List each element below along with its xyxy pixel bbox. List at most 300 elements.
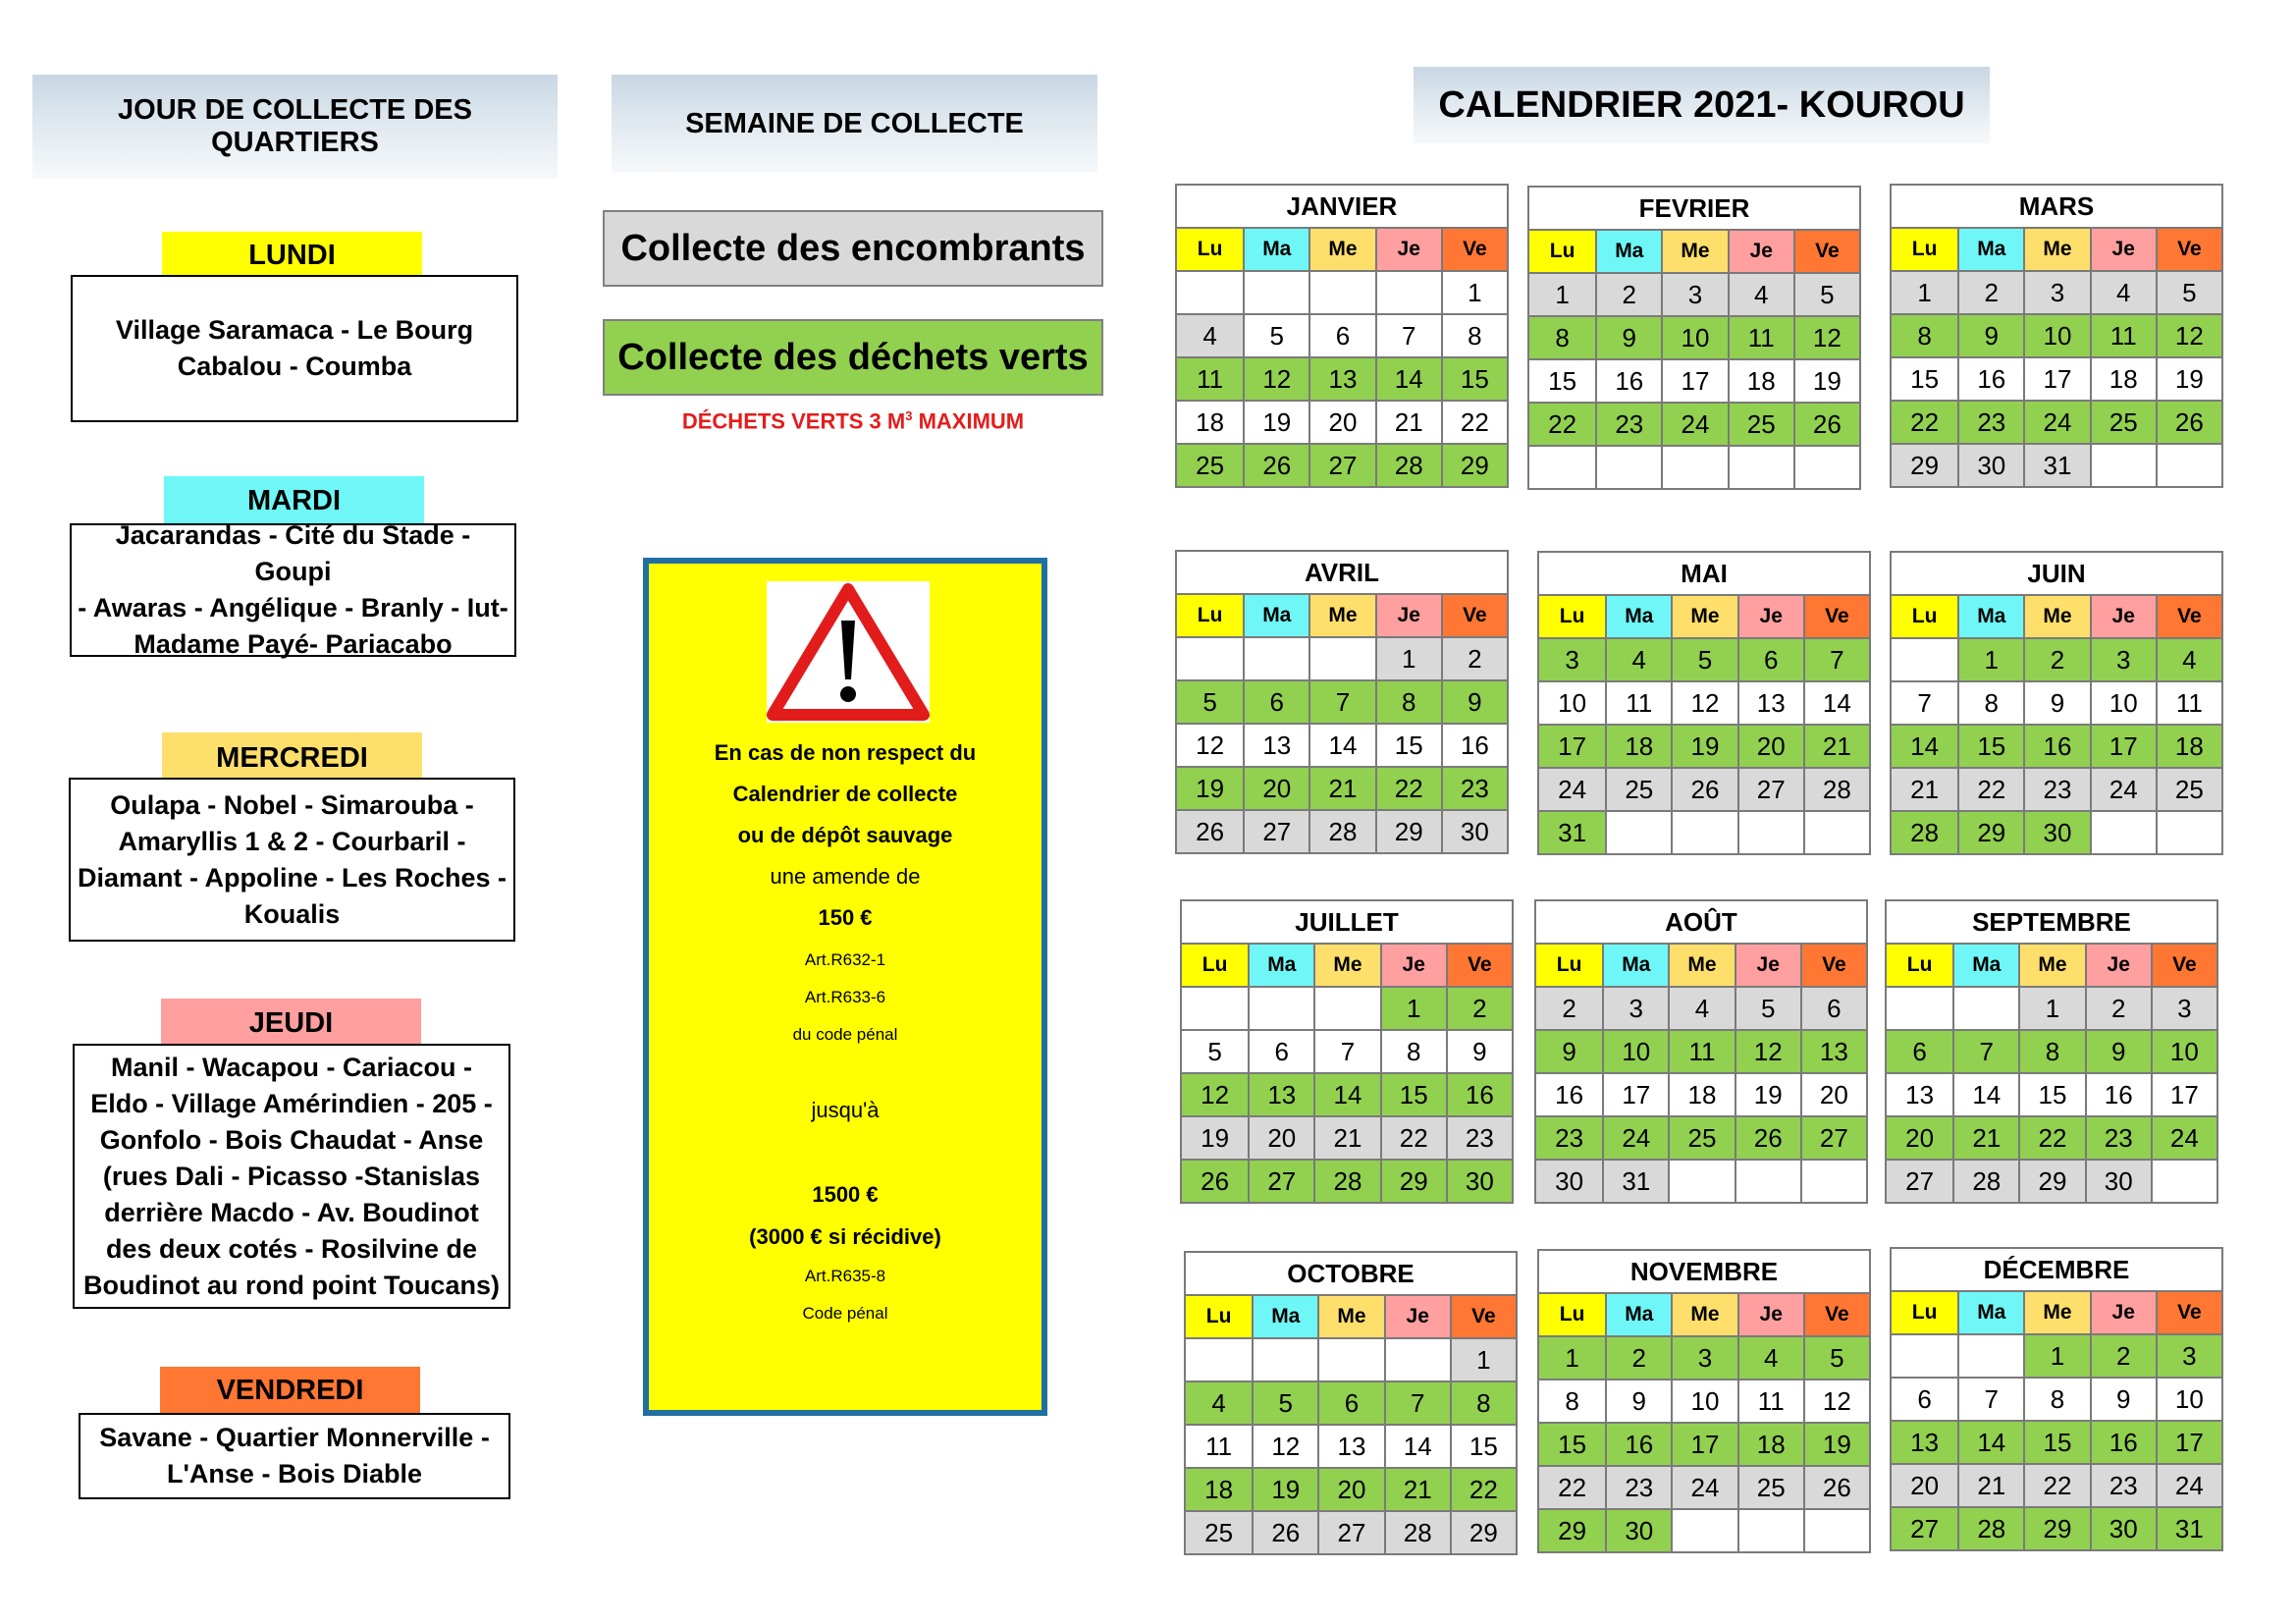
empty-day-cell (1177, 636, 1243, 679)
weekday-header: Je (1384, 1294, 1450, 1337)
day-cell: 20 (1243, 766, 1308, 809)
day-cell: 7 (1892, 680, 1957, 724)
day-label-vendredi (160, 1367, 420, 1414)
day-cell: 21 (1892, 767, 1957, 810)
day-cell: 14 (1892, 724, 1957, 767)
weekday-header: Lu (1536, 943, 1602, 986)
empty-day-cell (1793, 445, 1859, 488)
day-cell: 6 (1800, 986, 1866, 1029)
day-cell: 29 (1539, 1508, 1605, 1551)
day-cell: 30 (2085, 1159, 2151, 1202)
empty-day-cell (1892, 1333, 1957, 1377)
weekday-header: Lu (1186, 1294, 1252, 1337)
warning-triangle-icon (767, 581, 930, 723)
warning-recidive: (3000 € si récidive) (749, 1224, 941, 1249)
day-cell: 10 (2156, 1377, 2221, 1420)
day-cell: 2 (2090, 1333, 2156, 1377)
month-title: OCTOBRE (1287, 1258, 1415, 1288)
weekday-header: Me (1661, 229, 1727, 272)
month-grid (1536, 943, 1866, 1202)
day-cell: 24 (1661, 402, 1727, 445)
empty-day-cell (1803, 1508, 1869, 1551)
day-cell: 18 (1737, 1422, 1803, 1465)
day-cell: 4 (1605, 637, 1671, 680)
day-cell: 1 (1529, 272, 1595, 315)
day-cell: 1 (1892, 270, 1957, 313)
empty-day-cell (1252, 1337, 1317, 1380)
day-cell: 18 (2090, 356, 2156, 400)
weekday-header: Je (2090, 1290, 2156, 1333)
day-cell: 2 (1595, 272, 1661, 315)
day-cell: 3 (2156, 1333, 2221, 1377)
day-cell: 18 (1186, 1467, 1252, 1510)
day-cell: 24 (2151, 1115, 2216, 1159)
day-cell: 7 (1308, 679, 1374, 723)
weekday-header: Lu (1539, 594, 1605, 637)
day-cell: 17 (1539, 724, 1605, 767)
weekday-header: Je (2090, 227, 2156, 270)
day-cell: 11 (1186, 1424, 1252, 1467)
day-label-text: VENDREDI (216, 1374, 364, 1406)
day-cell: 4 (1737, 1335, 1803, 1379)
empty-day-cell (1803, 810, 1869, 853)
day-cell: 12 (1177, 723, 1243, 766)
weekday-header: Ma (1243, 227, 1308, 270)
day-cell: 5 (1671, 637, 1736, 680)
day-cell: 19 (1177, 766, 1243, 809)
day-box-mardi (70, 520, 516, 659)
day-cell: 21 (1313, 1115, 1379, 1159)
quartiers-list: Manil - Wacapou - Cariacou - Eldo - Village Amérindien - 205 - Gonfolo - Bois Chaudat - Anse (rues Dali - Picasso -Stanislas derrière Macdo - Av. Boudinot des deux cotés - Rosilvine de Boudinot au rond point Toucans) (83, 1052, 500, 1300)
day-label-text: MARDI (246, 484, 342, 516)
day-cell: 29 (1375, 809, 1441, 852)
day-cell: 14 (1803, 680, 1869, 724)
empty-day-cell (1308, 270, 1374, 313)
weekday-header: Ma (1952, 943, 2018, 986)
day-cell: 22 (1375, 766, 1441, 809)
day-cell: 22 (1441, 400, 1507, 443)
day-cell: 31 (1602, 1159, 1668, 1202)
month-aout (1534, 899, 1868, 1204)
empty-day-cell (2090, 810, 2156, 853)
day-cell: 8 (1539, 1379, 1605, 1422)
empty-day-cell (1800, 1159, 1866, 1202)
day-cell: 3 (2151, 986, 2216, 1029)
day-cell: 12 (1735, 1029, 1800, 1072)
day-label-lundi (162, 232, 422, 279)
warning-panel (643, 558, 1047, 1416)
day-cell: 10 (2023, 313, 2089, 356)
day-cell: 18 (1668, 1072, 1734, 1115)
day-cell: 15 (1441, 356, 1507, 400)
day-cell: 5 (1177, 679, 1243, 723)
legend-encombrants-text: Collecte des encombrants (620, 227, 1086, 269)
day-cell: 21 (1957, 1463, 2023, 1506)
day-label-jeudi (161, 999, 421, 1048)
day-cell: 18 (1177, 400, 1243, 443)
day-cell: 6 (1737, 637, 1803, 680)
day-cell: 28 (1892, 810, 1957, 853)
day-cell: 23 (2085, 1115, 2151, 1159)
empty-day-cell (2151, 1159, 2216, 1202)
day-cell: 11 (2156, 680, 2221, 724)
quartiers-header (32, 75, 558, 179)
day-cell: 28 (1957, 1506, 2023, 1549)
day-cell: 6 (1308, 313, 1374, 356)
empty-day-cell (1957, 1333, 2023, 1377)
quartiers-list: Jacarandas - Cité du Stade - Goupi - Awaras - Angélique - Branly - Iut- Madame Payé- Pariacabo (78, 520, 508, 659)
day-box-vendredi (79, 1413, 510, 1499)
empty-day-cell (1248, 986, 1313, 1029)
month-title: MARS (2018, 190, 2095, 221)
day-cell: 7 (1375, 313, 1441, 356)
weekday-header: Lu (1892, 594, 1957, 637)
quartiers-list: Village Saramaca - Le Bourg Cabalou - Coumba (115, 315, 474, 381)
day-cell: 24 (2090, 767, 2156, 810)
day-cell: 27 (1887, 1159, 1952, 1202)
day-cell: 5 (1803, 1335, 1869, 1379)
warning-article-2: Art.R633-6 (804, 988, 886, 1006)
day-label-text: JEUDI (248, 1006, 334, 1039)
day-cell: 23 (2023, 767, 2089, 810)
month-octobre (1184, 1251, 1518, 1555)
day-cell: 27 (1800, 1115, 1866, 1159)
day-cell: 10 (2090, 680, 2156, 724)
day-cell: 17 (1671, 1422, 1736, 1465)
month-janvier (1175, 184, 1509, 488)
day-cell: 24 (1539, 767, 1605, 810)
day-cell: 14 (1957, 1420, 2023, 1463)
day-cell: 29 (1450, 1510, 1516, 1553)
empty-day-cell (1182, 986, 1248, 1029)
day-cell: 16 (1536, 1072, 1602, 1115)
day-cell: 19 (1671, 724, 1736, 767)
legend-dechets-verts (603, 319, 1103, 396)
day-cell: 4 (2090, 270, 2156, 313)
day-cell: 8 (1892, 313, 1957, 356)
weekday-header: Me (2023, 227, 2089, 270)
empty-day-cell (2156, 810, 2221, 853)
weekday-header: Lu (1887, 943, 1952, 986)
day-cell: 11 (2090, 313, 2156, 356)
day-cell: 26 (1252, 1510, 1317, 1553)
day-cell: 17 (2156, 1420, 2221, 1463)
day-cell: 31 (2023, 443, 2089, 486)
day-cell: 21 (1375, 400, 1441, 443)
weekday-header: Ve (1793, 229, 1859, 272)
weekday-header: Ve (2151, 943, 2216, 986)
warning-article-1: Art.R632-1 (804, 950, 886, 969)
weekday-header: Me (1671, 594, 1736, 637)
day-cell: 23 (1536, 1115, 1602, 1159)
weekday-header: Je (1737, 1292, 1803, 1335)
empty-day-cell (1737, 810, 1803, 853)
day-cell: 7 (1384, 1380, 1450, 1424)
weekday-header: Lu (1892, 1290, 1957, 1333)
day-cell: 27 (1248, 1159, 1313, 1202)
day-cell: 1 (1539, 1335, 1605, 1379)
day-cell: 5 (1243, 313, 1308, 356)
weekday-header: Lu (1529, 229, 1595, 272)
weekday-header: Ma (1605, 594, 1671, 637)
legend-encombrants (603, 210, 1103, 287)
weekday-header: Ve (1803, 594, 1869, 637)
month-title: JANVIER (1286, 190, 1398, 221)
day-cell: 12 (2156, 313, 2221, 356)
day-cell: 21 (1952, 1115, 2018, 1159)
day-cell: 29 (1380, 1159, 1446, 1202)
day-cell: 29 (1892, 443, 1957, 486)
month-juin (1890, 551, 2223, 855)
month-title: AVRIL (1304, 557, 1380, 587)
day-cell: 20 (1317, 1467, 1383, 1510)
day-cell: 11 (1177, 356, 1243, 400)
day-cell: 3 (1539, 637, 1605, 680)
day-cell: 10 (1602, 1029, 1668, 1072)
empty-day-cell (1735, 1159, 1800, 1202)
month-title: SEPTEMBRE (1972, 906, 2131, 937)
empty-day-cell (1177, 270, 1243, 313)
day-cell: 15 (1380, 1072, 1446, 1115)
day-cell: 25 (2090, 400, 2156, 443)
day-cell: 10 (1671, 1379, 1736, 1422)
weekday-header: Ma (1957, 594, 2023, 637)
weekday-header: Je (2085, 943, 2151, 986)
day-cell: 11 (1728, 315, 1793, 358)
quartiers-header-text: JOUR DE COLLECTE DES QUARTIERS (118, 94, 472, 158)
day-cell: 19 (1243, 400, 1308, 443)
day-cell: 9 (2085, 1029, 2151, 1072)
weekday-header: Me (2023, 594, 2089, 637)
warning-fine-1500: 1500 € (812, 1182, 879, 1207)
day-cell: 9 (1446, 1029, 1512, 1072)
day-cell: 29 (1957, 810, 2023, 853)
day-cell: 15 (2018, 1072, 2084, 1115)
day-label-text: LUNDI (248, 239, 336, 271)
day-cell: 22 (2018, 1115, 2084, 1159)
day-cell: 15 (1450, 1424, 1516, 1467)
month-decembre (1890, 1247, 2223, 1551)
day-cell: 2 (1605, 1335, 1671, 1379)
day-cell: 25 (1605, 767, 1671, 810)
day-cell: 15 (1892, 356, 1957, 400)
day-box-lundi (71, 275, 518, 422)
empty-day-cell (1892, 637, 1957, 680)
day-cell: 29 (2018, 1159, 2084, 1202)
day-cell: 19 (2156, 356, 2221, 400)
day-cell: 13 (1317, 1424, 1383, 1467)
weekday-header: Me (1317, 1294, 1383, 1337)
day-cell: 2 (1446, 986, 1512, 1029)
day-cell: 17 (1602, 1072, 1668, 1115)
weekday-header: Me (1308, 227, 1374, 270)
day-cell: 21 (1308, 766, 1374, 809)
day-cell: 1 (1957, 637, 2023, 680)
month-grid (1892, 227, 2221, 486)
day-cell: 16 (2023, 724, 2089, 767)
weekday-header: Ma (1243, 593, 1308, 636)
day-cell: 5 (1252, 1380, 1317, 1424)
empty-day-cell (1952, 986, 2018, 1029)
month-septembre (1885, 899, 2218, 1204)
day-cell: 3 (1661, 272, 1727, 315)
day-cell: 1 (2018, 986, 2084, 1029)
empty-day-cell (1384, 1337, 1450, 1380)
day-cell: 8 (2023, 1377, 2089, 1420)
day-cell: 12 (1803, 1379, 1869, 1422)
month-title: NOVEMBRE (1629, 1256, 1779, 1286)
day-cell: 16 (1441, 723, 1507, 766)
day-cell: 19 (1793, 358, 1859, 402)
semaine-header (612, 75, 1097, 173)
day-cell: 4 (1177, 313, 1243, 356)
day-cell: 20 (1737, 724, 1803, 767)
day-cell: 15 (1539, 1422, 1605, 1465)
month-juillet (1180, 899, 1514, 1204)
month-grid (1892, 594, 2221, 853)
day-cell: 4 (1186, 1380, 1252, 1424)
quartiers-list: Oulapa - Nobel - Simarouba - Amaryllis 1 & 2 - Courbaril - Diamant - Appoline - Les Roches - Koualis (77, 789, 507, 929)
month-mai (1537, 551, 1871, 855)
day-cell: 17 (2151, 1072, 2216, 1115)
day-cell: 23 (1605, 1465, 1671, 1508)
day-cell: 30 (1446, 1159, 1512, 1202)
day-cell: 22 (1957, 767, 2023, 810)
day-box-mercredi (69, 778, 515, 942)
day-cell: 9 (1595, 315, 1661, 358)
day-cell: 26 (1793, 402, 1859, 445)
day-cell: 25 (1186, 1510, 1252, 1553)
day-cell: 1 (1441, 270, 1507, 313)
weekday-header: Je (1380, 943, 1446, 986)
max-note-end: MAXIMUM (912, 408, 1025, 434)
day-cell: 18 (2156, 724, 2221, 767)
day-cell: 26 (1735, 1115, 1800, 1159)
weekday-header: Ve (2156, 227, 2221, 270)
empty-day-cell (1605, 810, 1671, 853)
semaine-header-text: SEMAINE DE COLLECTE (685, 107, 1024, 139)
weekday-header: Ve (1803, 1292, 1869, 1335)
warning-jusqua: jusqu'à (811, 1098, 880, 1122)
calendar-title-text: CALENDRIER 2021- KOUROU (1438, 83, 1965, 126)
day-cell: 4 (1728, 272, 1793, 315)
empty-day-cell (1313, 986, 1379, 1029)
day-cell: 11 (1605, 680, 1671, 724)
day-cell: 27 (1737, 767, 1803, 810)
warning-code-penal-2: Code pénal (802, 1304, 888, 1323)
day-cell: 1 (2023, 1333, 2089, 1377)
empty-day-cell (1661, 445, 1727, 488)
day-cell: 10 (1661, 315, 1727, 358)
weekday-header: Ve (1441, 593, 1507, 636)
weekday-header: Je (2090, 594, 2156, 637)
day-cell: 27 (1243, 809, 1308, 852)
day-cell: 22 (1450, 1467, 1516, 1510)
day-cell: 15 (1529, 358, 1595, 402)
day-cell: 12 (1182, 1072, 1248, 1115)
day-cell: 16 (2090, 1420, 2156, 1463)
month-title: AOÛT (1665, 906, 1737, 937)
empty-day-cell (1668, 1159, 1734, 1202)
day-cell: 26 (1177, 809, 1243, 852)
day-cell: 11 (1668, 1029, 1734, 1072)
day-cell: 24 (1671, 1465, 1736, 1508)
weekday-header: Ma (1248, 943, 1313, 986)
day-cell: 3 (2090, 637, 2156, 680)
day-cell: 17 (2023, 356, 2089, 400)
empty-day-cell (1375, 270, 1441, 313)
empty-day-cell (1243, 270, 1308, 313)
legend-dechets-verts-text: Collecte des déchets verts (617, 336, 1089, 378)
day-cell: 26 (1182, 1159, 1248, 1202)
day-cell: 12 (1243, 356, 1308, 400)
day-cell: 10 (1539, 680, 1605, 724)
day-cell: 10 (2151, 1029, 2216, 1072)
weekday-header: Je (1737, 594, 1803, 637)
day-label-text: MERCREDI (216, 741, 368, 774)
day-cell: 22 (1380, 1115, 1446, 1159)
day-cell: 8 (1375, 679, 1441, 723)
calendar-title (1414, 67, 1990, 143)
day-cell: 4 (1668, 986, 1734, 1029)
day-cell: 24 (1602, 1115, 1668, 1159)
warning-line-3: ou de dépôt sauvage (737, 823, 953, 847)
day-cell: 13 (1248, 1072, 1313, 1115)
day-cell: 17 (2090, 724, 2156, 767)
day-cell: 20 (1800, 1072, 1866, 1115)
weekday-header: Me (1668, 943, 1734, 986)
month-grid (1892, 1290, 2221, 1549)
day-cell: 8 (1441, 313, 1507, 356)
day-cell: 22 (1539, 1465, 1605, 1508)
day-cell: 13 (1800, 1029, 1866, 1072)
weekday-header: Ma (1957, 1290, 2023, 1333)
day-cell: 11 (1737, 1379, 1803, 1422)
weekday-header: Ve (1450, 1294, 1516, 1337)
weekday-header: Lu (1177, 227, 1243, 270)
empty-day-cell (2090, 443, 2156, 486)
day-cell: 18 (1728, 358, 1793, 402)
weekday-header: Lu (1539, 1292, 1605, 1335)
day-cell: 6 (1243, 679, 1308, 723)
day-cell: 24 (2023, 400, 2089, 443)
day-cell: 8 (1529, 315, 1595, 358)
weekday-header: Je (1728, 229, 1793, 272)
month-fevrier (1527, 186, 1861, 490)
day-cell: 17 (1661, 358, 1727, 402)
day-cell: 9 (1441, 679, 1507, 723)
day-cell: 7 (1952, 1029, 2018, 1072)
day-cell: 14 (1384, 1424, 1450, 1467)
day-cell: 12 (1671, 680, 1736, 724)
day-cell: 27 (1892, 1506, 1957, 1549)
day-cell: 13 (1308, 356, 1374, 400)
weekday-header: Me (2023, 1290, 2089, 1333)
day-cell: 7 (1313, 1029, 1379, 1072)
empty-day-cell (1887, 986, 1952, 1029)
day-cell: 3 (1602, 986, 1668, 1029)
weekday-header: Me (1671, 1292, 1736, 1335)
day-cell: 16 (1605, 1422, 1671, 1465)
day-cell: 2 (1441, 636, 1507, 679)
empty-day-cell (1671, 1508, 1736, 1551)
day-cell: 2 (1536, 986, 1602, 1029)
day-cell: 19 (1803, 1422, 1869, 1465)
day-cell: 25 (1177, 443, 1243, 486)
weekday-header: Je (1735, 943, 1800, 986)
weekday-header: Lu (1892, 227, 1957, 270)
warning-line-1: En cas de non respect du (714, 740, 977, 765)
